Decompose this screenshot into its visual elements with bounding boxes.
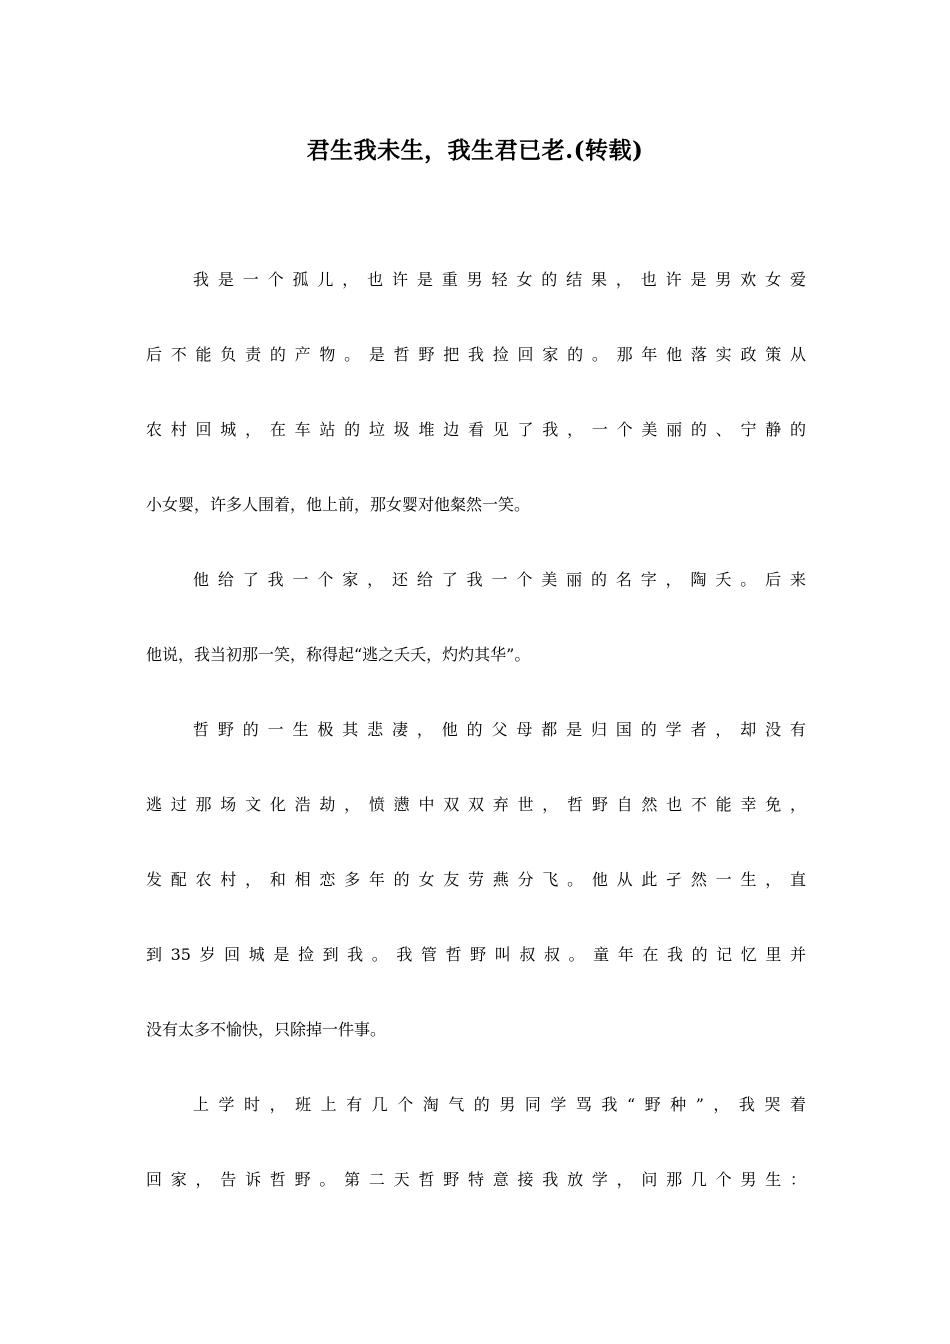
paragraph-line: 我是一个孤儿，也许是重男轻女的结果，也许是男欢女爱 (193, 270, 806, 289)
paragraph-line: 上学时，班上有几个淘气的男同学骂我“野种”，我哭着 (193, 1095, 806, 1114)
paragraph-line: 后不能负责的产物。是哲野把我捡回家的。那年他落实政策从 (146, 345, 806, 364)
paragraph-line: 他给了我一个家，还给了我一个美丽的名字，陶夭。后来 (193, 570, 806, 589)
paragraph-4 (146, 1080, 806, 1205)
paragraph-line: 小女婴，许多人围着，他上前，那女婴对他粲然一笑。 (146, 495, 531, 514)
paragraph-line: 发配农村，和相恋多年的女友劳燕分飞。他从此孑然一生，直 (146, 870, 806, 889)
paragraph-line: 回家，告诉哲野。第二天哲野特意接我放学，问那几个男生： (146, 1170, 806, 1189)
paragraph-line: 没有太多不愉快，只除掉一件事。 (146, 1020, 387, 1039)
paragraph-line: 他说，我当初那一笑，称得起“逃之夭夭，灼灼其华”。 (146, 645, 531, 664)
paragraph-line: 逃过那场文化浩劫，愤懑中双双弃世，哲野自然也不能幸免， (146, 795, 806, 814)
document-body (146, 255, 806, 1230)
paragraph-2 (146, 555, 806, 680)
paragraph-line: 到35岁回城是捡到我。我管哲野叫叔叔。童年在我的记忆里并 (146, 945, 806, 964)
paragraph-line: 哲野的一生极其悲凄，他的父母都是归国的学者，却没有 (193, 720, 806, 739)
paragraph-line: 农村回城，在车站的垃圾堆边看见了我，一个美丽的、宁静的 (146, 420, 806, 439)
paragraph-3 (146, 705, 806, 1055)
document-title: 君生我未生，我生君已老.(转载) (306, 137, 644, 164)
paragraph-1 (146, 255, 806, 530)
